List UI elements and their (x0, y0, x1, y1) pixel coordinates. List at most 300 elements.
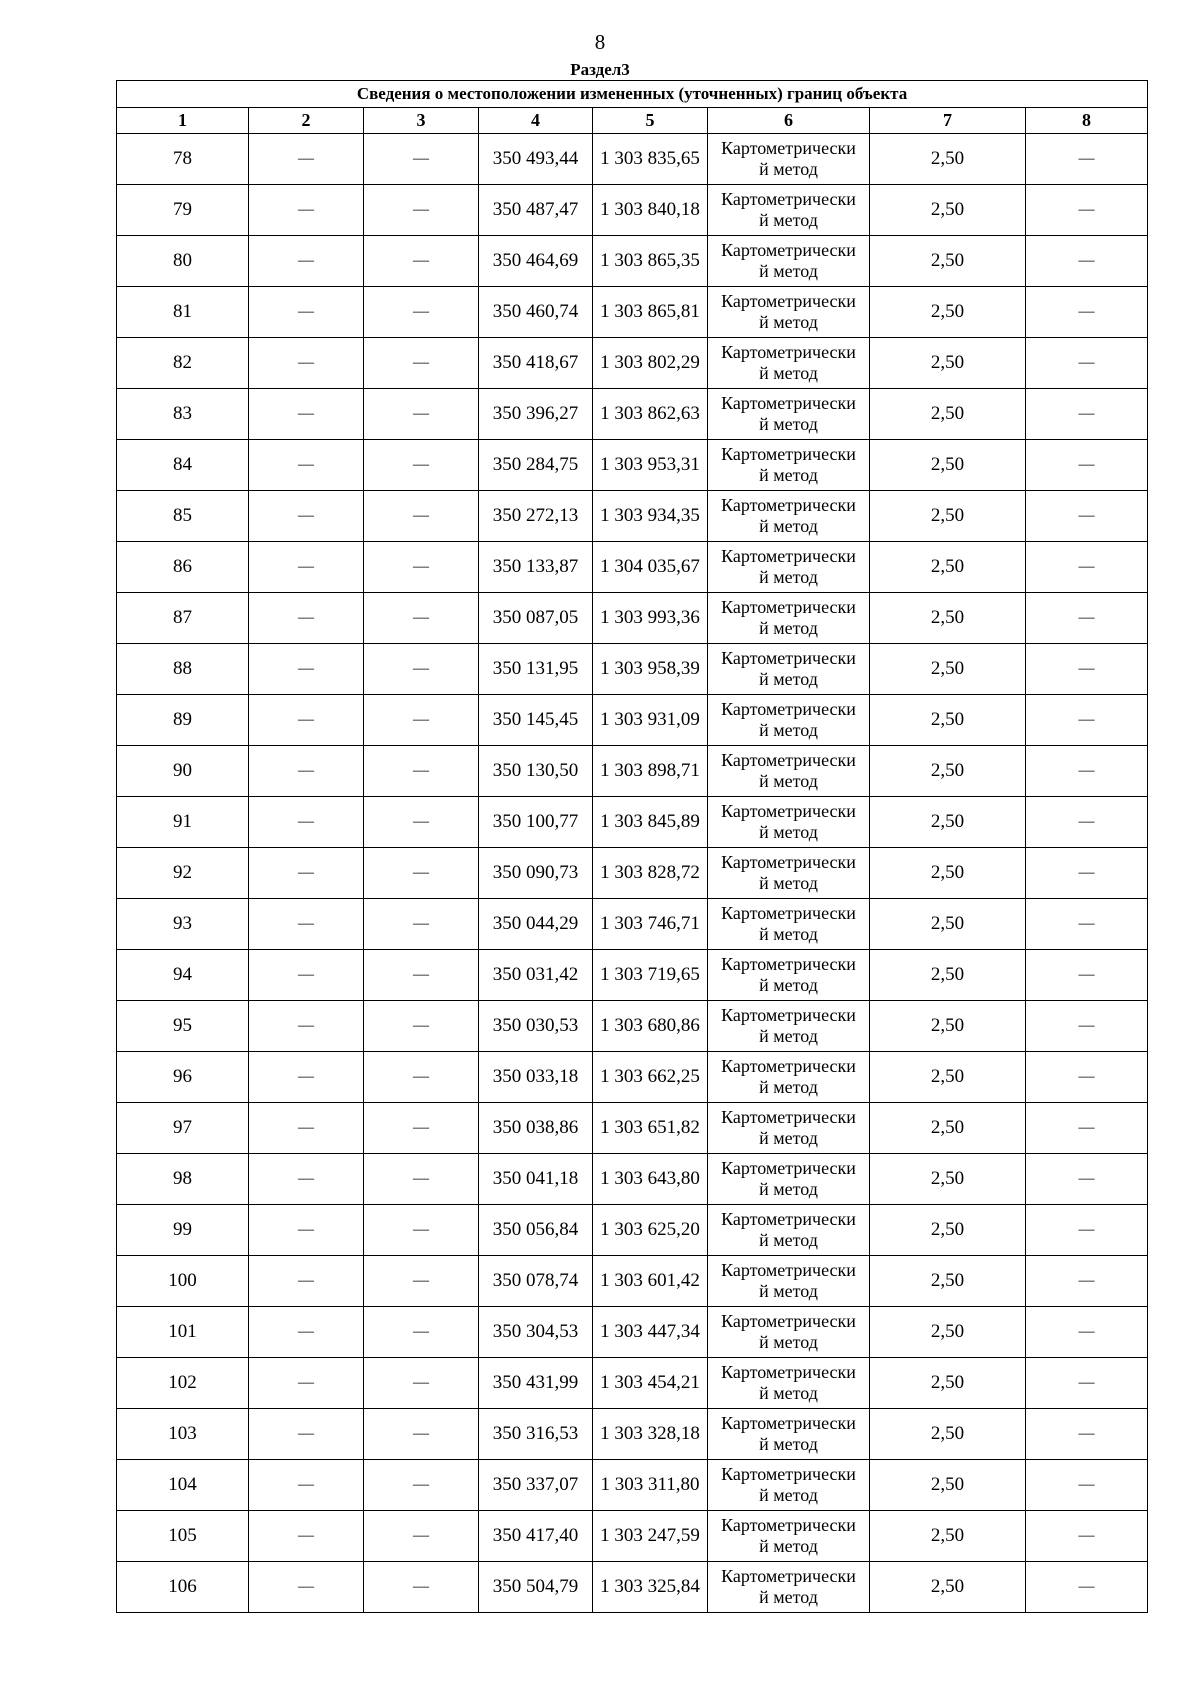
point-number-cell: 85 (117, 491, 249, 542)
method-line-1: Картометрически (721, 1413, 856, 1433)
column-2-cell: — (249, 695, 364, 746)
method-line-2: й метод (759, 1485, 818, 1505)
column-header: 8 (1026, 108, 1148, 134)
y-coordinate-cell: 1 303 601,42 (593, 1256, 708, 1307)
y-coordinate-cell: 1 303 953,31 (593, 440, 708, 491)
method-cell (708, 134, 870, 185)
x-coordinate-cell: 350 090,73 (479, 848, 593, 899)
column-header-row (117, 108, 1148, 134)
x-coordinate-cell: 350 100,77 (479, 797, 593, 848)
table-row (117, 1001, 1148, 1052)
column-3-cell: — (364, 899, 479, 950)
method-line-1: Картометрически (721, 1515, 856, 1535)
table-row (117, 1256, 1148, 1307)
method-line-2: й метод (759, 669, 818, 689)
y-coordinate-cell: 1 303 865,35 (593, 236, 708, 287)
precision-cell: 2,50 (870, 338, 1026, 389)
point-number-cell: 89 (117, 695, 249, 746)
y-coordinate-cell: 1 303 247,59 (593, 1511, 708, 1562)
table-row (117, 1409, 1148, 1460)
method-line-1: Картометрически (721, 1158, 856, 1178)
precision-cell: 2,50 (870, 848, 1026, 899)
method-line-1: Картометрически (721, 1311, 856, 1331)
method-line-2: й метод (759, 924, 818, 944)
column-2-cell: — (249, 236, 364, 287)
column-8-cell: — (1026, 185, 1148, 236)
column-header: 4 (479, 108, 593, 134)
precision-cell: 2,50 (870, 695, 1026, 746)
x-coordinate-cell: 350 487,47 (479, 185, 593, 236)
precision-cell: 2,50 (870, 797, 1026, 848)
method-cell (708, 236, 870, 287)
method-cell (708, 440, 870, 491)
precision-cell: 2,50 (870, 899, 1026, 950)
column-3-cell: — (364, 1103, 479, 1154)
precision-cell: 2,50 (870, 1256, 1026, 1307)
x-coordinate-cell: 350 056,84 (479, 1205, 593, 1256)
y-coordinate-cell: 1 303 719,65 (593, 950, 708, 1001)
method-line-1: Картометрически (721, 444, 856, 464)
method-line-1: Картометрически (721, 801, 856, 821)
method-line-2: й метод (759, 1536, 818, 1556)
method-line-1: Картометрически (721, 1056, 856, 1076)
y-coordinate-cell: 1 304 035,67 (593, 542, 708, 593)
method-cell (708, 1409, 870, 1460)
table-row (117, 1511, 1148, 1562)
method-cell (708, 848, 870, 899)
column-3-cell: — (364, 287, 479, 338)
column-3-cell: — (364, 644, 479, 695)
method-line-1: Картометрически (721, 699, 856, 719)
method-line-2: й метод (759, 1587, 818, 1607)
x-coordinate-cell: 350 504,79 (479, 1562, 593, 1613)
column-3-cell: — (364, 593, 479, 644)
method-line-1: Картометрически (721, 750, 856, 770)
column-3-cell: — (364, 236, 479, 287)
method-line-2: й метод (759, 1281, 818, 1301)
table-row (117, 1307, 1148, 1358)
column-8-cell: — (1026, 644, 1148, 695)
x-coordinate-cell: 350 431,99 (479, 1358, 593, 1409)
method-line-1: Картометрически (721, 954, 856, 974)
column-8-cell: — (1026, 797, 1148, 848)
column-2-cell: — (249, 1511, 364, 1562)
method-cell (708, 593, 870, 644)
point-number-cell: 83 (117, 389, 249, 440)
x-coordinate-cell: 350 033,18 (479, 1052, 593, 1103)
method-line-1: Картометрически (721, 189, 856, 209)
table-row (117, 1205, 1148, 1256)
column-8-cell: — (1026, 1460, 1148, 1511)
method-line-1: Картометрически (721, 852, 856, 872)
x-coordinate-cell: 350 044,29 (479, 899, 593, 950)
column-8-cell: — (1026, 491, 1148, 542)
method-cell (708, 695, 870, 746)
table-row (117, 797, 1148, 848)
method-line-2: й метод (759, 210, 818, 230)
point-number-cell: 100 (117, 1256, 249, 1307)
point-number-cell: 92 (117, 848, 249, 899)
column-8-cell: — (1026, 1256, 1148, 1307)
point-number-cell: 90 (117, 746, 249, 797)
point-number-cell: 98 (117, 1154, 249, 1205)
column-3-cell: — (364, 338, 479, 389)
column-8-cell: — (1026, 1511, 1148, 1562)
method-line-2: й метод (759, 567, 818, 587)
precision-cell: 2,50 (870, 1562, 1026, 1613)
column-2-cell: — (249, 899, 364, 950)
method-cell (708, 746, 870, 797)
table-row (117, 746, 1148, 797)
column-3-cell: — (364, 1409, 479, 1460)
method-cell (708, 1256, 870, 1307)
table-row (117, 593, 1148, 644)
table-row (117, 1052, 1148, 1103)
x-coordinate-cell: 350 145,45 (479, 695, 593, 746)
precision-cell: 2,50 (870, 1409, 1026, 1460)
method-cell (708, 1511, 870, 1562)
column-2-cell: — (249, 1103, 364, 1154)
column-8-cell: — (1026, 134, 1148, 185)
table-row (117, 491, 1148, 542)
method-line-1: Картометрически (721, 903, 856, 923)
column-2-cell: — (249, 1409, 364, 1460)
method-line-2: й метод (759, 1077, 818, 1097)
method-cell (708, 491, 870, 542)
section-title: Раздел3 (570, 60, 630, 79)
method-line-2: й метод (759, 261, 818, 281)
x-coordinate-cell: 350 087,05 (479, 593, 593, 644)
column-3-cell: — (364, 134, 479, 185)
column-3-cell: — (364, 1001, 479, 1052)
method-line-2: й метод (759, 720, 818, 740)
page-number: 8 (594, 30, 606, 54)
column-3-cell: — (364, 1562, 479, 1613)
point-number-cell: 104 (117, 1460, 249, 1511)
precision-cell: 2,50 (870, 1154, 1026, 1205)
point-number-cell: 78 (117, 134, 249, 185)
precision-cell: 2,50 (870, 1001, 1026, 1052)
column-2-cell: — (249, 1154, 364, 1205)
method-line-1: Картометрически (721, 1464, 856, 1484)
column-2-cell: — (249, 1307, 364, 1358)
column-2-cell: — (249, 134, 364, 185)
column-header: 6 (708, 108, 870, 134)
x-coordinate-cell: 350 041,18 (479, 1154, 593, 1205)
method-cell (708, 1307, 870, 1358)
point-number-cell: 93 (117, 899, 249, 950)
method-cell (708, 1001, 870, 1052)
table-row (117, 287, 1148, 338)
method-line-2: й метод (759, 771, 818, 791)
column-2-cell: — (249, 1562, 364, 1613)
column-8-cell: — (1026, 746, 1148, 797)
column-8-cell: — (1026, 1409, 1148, 1460)
point-number-cell: 81 (117, 287, 249, 338)
precision-cell: 2,50 (870, 746, 1026, 797)
column-3-cell: — (364, 695, 479, 746)
precision-cell: 2,50 (870, 440, 1026, 491)
method-line-1: Картометрически (721, 1209, 856, 1229)
y-coordinate-cell: 1 303 934,35 (593, 491, 708, 542)
point-number-cell: 86 (117, 542, 249, 593)
y-coordinate-cell: 1 303 931,09 (593, 695, 708, 746)
y-coordinate-cell: 1 303 862,63 (593, 389, 708, 440)
point-number-cell: 105 (117, 1511, 249, 1562)
y-coordinate-cell: 1 303 311,80 (593, 1460, 708, 1511)
precision-cell: 2,50 (870, 950, 1026, 1001)
method-cell (708, 899, 870, 950)
point-number-cell: 97 (117, 1103, 249, 1154)
method-line-2: й метод (759, 1383, 818, 1403)
column-3-cell: — (364, 797, 479, 848)
column-2-cell: — (249, 185, 364, 236)
x-coordinate-cell: 350 304,53 (479, 1307, 593, 1358)
method-line-2: й метод (759, 873, 818, 893)
column-3-cell: — (364, 1307, 479, 1358)
method-line-2: й метод (759, 1332, 818, 1352)
x-coordinate-cell: 350 316,53 (479, 1409, 593, 1460)
table-row (117, 338, 1148, 389)
boundary-coordinates-table (116, 80, 1148, 1613)
method-cell (708, 287, 870, 338)
table-row (117, 440, 1148, 491)
table-row (117, 1103, 1148, 1154)
method-line-1: Картометрически (721, 1566, 856, 1586)
column-8-cell: — (1026, 848, 1148, 899)
column-8-cell: — (1026, 1154, 1148, 1205)
method-line-1: Картометрически (721, 1260, 856, 1280)
column-2-cell: — (249, 848, 364, 899)
column-8-cell: — (1026, 389, 1148, 440)
column-header: 5 (593, 108, 708, 134)
column-8-cell: — (1026, 1103, 1148, 1154)
precision-cell: 2,50 (870, 287, 1026, 338)
table-body (117, 134, 1148, 1613)
y-coordinate-cell: 1 303 840,18 (593, 185, 708, 236)
method-line-2: й метод (759, 363, 818, 383)
method-cell (708, 1103, 870, 1154)
column-3-cell: — (364, 1460, 479, 1511)
y-coordinate-cell: 1 303 651,82 (593, 1103, 708, 1154)
precision-cell: 2,50 (870, 1307, 1026, 1358)
column-8-cell: — (1026, 1307, 1148, 1358)
column-2-cell: — (249, 950, 364, 1001)
column-3-cell: — (364, 1511, 479, 1562)
column-header: 3 (364, 108, 479, 134)
column-8-cell: — (1026, 899, 1148, 950)
column-3-cell: — (364, 1154, 479, 1205)
x-coordinate-cell: 350 031,42 (479, 950, 593, 1001)
method-line-1: Картометрически (721, 1362, 856, 1382)
column-3-cell: — (364, 185, 479, 236)
method-line-1: Картометрически (721, 648, 856, 668)
method-cell (708, 1358, 870, 1409)
column-header: 1 (117, 108, 249, 134)
point-number-cell: 99 (117, 1205, 249, 1256)
point-number-cell: 102 (117, 1358, 249, 1409)
column-3-cell: — (364, 389, 479, 440)
method-cell (708, 1562, 870, 1613)
x-coordinate-cell: 350 464,69 (479, 236, 593, 287)
method-line-1: Картометрически (721, 342, 856, 362)
method-line-1: Картометрически (721, 1107, 856, 1127)
column-2-cell: — (249, 1358, 364, 1409)
method-cell (708, 1460, 870, 1511)
precision-cell: 2,50 (870, 185, 1026, 236)
table-row (117, 950, 1148, 1001)
column-2-cell: — (249, 287, 364, 338)
x-coordinate-cell: 350 133,87 (479, 542, 593, 593)
column-8-cell: — (1026, 695, 1148, 746)
y-coordinate-cell: 1 303 325,84 (593, 1562, 708, 1613)
column-2-cell: — (249, 542, 364, 593)
precision-cell: 2,50 (870, 644, 1026, 695)
point-number-cell: 79 (117, 185, 249, 236)
column-2-cell: — (249, 1001, 364, 1052)
y-coordinate-cell: 1 303 662,25 (593, 1052, 708, 1103)
method-cell (708, 1205, 870, 1256)
column-8-cell: — (1026, 338, 1148, 389)
table-row (117, 1562, 1148, 1613)
table-row (117, 1358, 1148, 1409)
column-2-cell: — (249, 338, 364, 389)
column-header: 2 (249, 108, 364, 134)
x-coordinate-cell: 350 417,40 (479, 1511, 593, 1562)
method-cell (708, 797, 870, 848)
point-number-cell: 106 (117, 1562, 249, 1613)
method-line-1: Картометрически (721, 1005, 856, 1025)
y-coordinate-cell: 1 303 643,80 (593, 1154, 708, 1205)
precision-cell: 2,50 (870, 134, 1026, 185)
point-number-cell: 84 (117, 440, 249, 491)
method-line-2: й метод (759, 822, 818, 842)
y-coordinate-cell: 1 303 802,29 (593, 338, 708, 389)
method-line-2: й метод (759, 312, 818, 332)
y-coordinate-cell: 1 303 746,71 (593, 899, 708, 950)
y-coordinate-cell: 1 303 845,89 (593, 797, 708, 848)
column-2-cell: — (249, 797, 364, 848)
precision-cell: 2,50 (870, 389, 1026, 440)
method-line-2: й метод (759, 159, 818, 179)
table-row (117, 542, 1148, 593)
point-number-cell: 80 (117, 236, 249, 287)
column-8-cell: — (1026, 950, 1148, 1001)
x-coordinate-cell: 350 418,67 (479, 338, 593, 389)
column-2-cell: — (249, 593, 364, 644)
method-line-2: й метод (759, 975, 818, 995)
column-3-cell: — (364, 491, 479, 542)
method-line-2: й метод (759, 414, 818, 434)
column-8-cell: — (1026, 1358, 1148, 1409)
column-3-cell: — (364, 542, 479, 593)
method-line-2: й метод (759, 465, 818, 485)
table-row (117, 134, 1148, 185)
column-8-cell: — (1026, 1562, 1148, 1613)
column-3-cell: — (364, 440, 479, 491)
method-cell (708, 185, 870, 236)
method-line-1: Картометрически (721, 393, 856, 413)
column-2-cell: — (249, 440, 364, 491)
column-header: 7 (870, 108, 1026, 134)
column-8-cell: — (1026, 593, 1148, 644)
precision-cell: 2,50 (870, 1460, 1026, 1511)
y-coordinate-cell: 1 303 865,81 (593, 287, 708, 338)
column-2-cell: — (249, 389, 364, 440)
table-row (117, 899, 1148, 950)
method-line-1: Картометрически (721, 495, 856, 515)
table-caption: Сведения о местоположении измененных (уточненных) границ объекта (117, 81, 1148, 108)
table-row (117, 644, 1148, 695)
method-line-1: Картометрически (721, 240, 856, 260)
column-2-cell: — (249, 644, 364, 695)
table-row (117, 848, 1148, 899)
table-row (117, 1154, 1148, 1205)
table-row (117, 236, 1148, 287)
method-cell (708, 542, 870, 593)
column-8-cell: — (1026, 236, 1148, 287)
x-coordinate-cell: 350 130,50 (479, 746, 593, 797)
column-2-cell: — (249, 1256, 364, 1307)
point-number-cell: 91 (117, 797, 249, 848)
y-coordinate-cell: 1 303 958,39 (593, 644, 708, 695)
precision-cell: 2,50 (870, 1052, 1026, 1103)
method-line-2: й метод (759, 1230, 818, 1250)
y-coordinate-cell: 1 303 835,65 (593, 134, 708, 185)
method-line-2: й метод (759, 618, 818, 638)
y-coordinate-cell: 1 303 625,20 (593, 1205, 708, 1256)
x-coordinate-cell: 350 337,07 (479, 1460, 593, 1511)
x-coordinate-cell: 350 078,74 (479, 1256, 593, 1307)
point-number-cell: 94 (117, 950, 249, 1001)
precision-cell: 2,50 (870, 1205, 1026, 1256)
x-coordinate-cell: 350 038,86 (479, 1103, 593, 1154)
y-coordinate-cell: 1 303 993,36 (593, 593, 708, 644)
point-number-cell: 87 (117, 593, 249, 644)
column-8-cell: — (1026, 1001, 1148, 1052)
table-row (117, 695, 1148, 746)
point-number-cell: 96 (117, 1052, 249, 1103)
x-coordinate-cell: 350 131,95 (479, 644, 593, 695)
method-line-1: Картометрически (721, 597, 856, 617)
column-2-cell: — (249, 1052, 364, 1103)
method-line-1: Картометрически (721, 291, 856, 311)
x-coordinate-cell: 350 272,13 (479, 491, 593, 542)
y-coordinate-cell: 1 303 328,18 (593, 1409, 708, 1460)
method-cell (708, 389, 870, 440)
column-8-cell: — (1026, 542, 1148, 593)
method-cell (708, 338, 870, 389)
precision-cell: 2,50 (870, 1103, 1026, 1154)
column-3-cell: — (364, 1358, 479, 1409)
point-number-cell: 101 (117, 1307, 249, 1358)
x-coordinate-cell: 350 030,53 (479, 1001, 593, 1052)
precision-cell: 2,50 (870, 491, 1026, 542)
column-8-cell: — (1026, 1052, 1148, 1103)
point-number-cell: 88 (117, 644, 249, 695)
method-cell (708, 950, 870, 1001)
method-line-2: й метод (759, 1026, 818, 1046)
method-cell (708, 644, 870, 695)
x-coordinate-cell: 350 460,74 (479, 287, 593, 338)
column-8-cell: — (1026, 287, 1148, 338)
column-8-cell: — (1026, 1205, 1148, 1256)
column-3-cell: — (364, 1052, 479, 1103)
column-3-cell: — (364, 848, 479, 899)
y-coordinate-cell: 1 303 447,34 (593, 1307, 708, 1358)
method-line-2: й метод (759, 1128, 818, 1148)
x-coordinate-cell: 350 284,75 (479, 440, 593, 491)
